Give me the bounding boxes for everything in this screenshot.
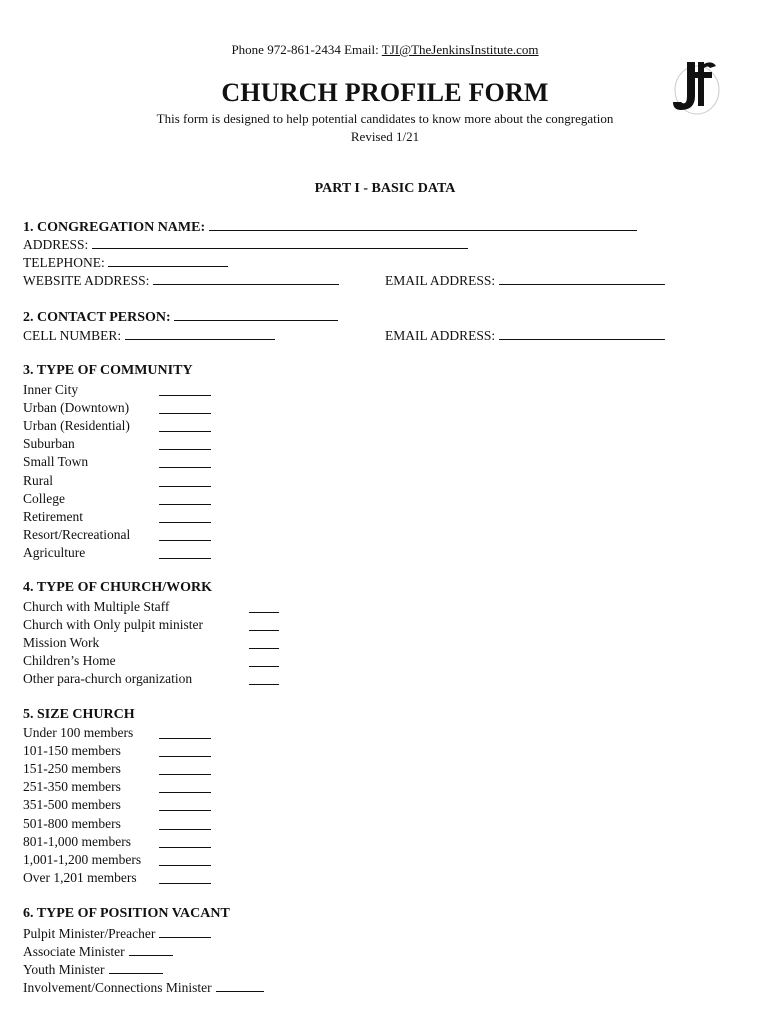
community-type-item-field[interactable] [159,474,211,487]
church-work-type-item-field[interactable] [249,636,279,649]
church-size-item [23,852,141,868]
position-vacant-item-field[interactable] [129,943,173,956]
position-vacant-item-label: Involvement/Connections Minister [23,980,212,996]
church-size-item-label: 801-1,000 members [23,833,131,849]
contact-email-link[interactable]: TJI@TheJenkinsInstitute.com [381,42,539,57]
contact-email-row [385,327,665,344]
community-type-item [23,527,130,543]
community-type-item-field[interactable] [159,383,211,396]
church-work-type-item-field[interactable] [249,654,279,667]
position-vacant-item-label: Youth Minister [23,962,105,978]
community-type-item [23,509,83,525]
contact-person-label: 2. CONTACT PERSON: [23,310,171,325]
church-size-item-field[interactable] [159,744,211,757]
contact-email-label: EMAIL ADDRESS: [385,328,496,343]
church-work-type-item-label: Church with Multiple Staff [23,599,170,614]
church-size-item [23,797,121,813]
church-size-item [23,761,121,777]
community-type-item [23,418,130,434]
community-type-item-field[interactable] [159,492,211,505]
contact-email-field[interactable] [499,327,665,340]
community-type-item-label: Agriculture [23,544,86,560]
contact-person-field[interactable] [174,308,338,321]
community-type-item-label: Inner City [23,382,79,397]
community-type-item [23,382,78,398]
church-work-type-item-field[interactable] [249,600,279,613]
position-vacant-heading: 6. TYPE OF POSITION VACANT [23,906,230,921]
community-type-item-label: Resort/Recreational [23,526,131,542]
website-label: WEBSITE ADDRESS: [23,273,150,288]
church-email-label: EMAIL ADDRESS: [385,273,496,288]
address-field[interactable] [92,236,468,249]
community-type-item-label: Urban (Residential) [23,418,130,434]
part-heading: PART I - BASIC DATA [314,181,456,196]
community-type-item [23,473,53,489]
church-size-heading: 5. SIZE CHURCH [23,707,135,722]
community-type-item-field[interactable] [159,546,211,559]
church-size-item-field[interactable] [159,798,211,811]
website-row [23,272,339,289]
contact-phone-text: Phone 972-861-2434 Email: [231,42,382,57]
community-type-item-label: College [23,490,65,506]
congregation-name-field[interactable] [209,218,637,231]
community-type-item-field[interactable] [159,401,211,414]
community-type-item-field[interactable] [159,528,211,541]
church-size-item-field[interactable] [159,726,211,739]
church-size-item-field[interactable] [159,853,211,866]
contact-line [0,42,770,58]
community-type-item [23,491,65,507]
community-type-item-label: Suburban [23,436,75,452]
church-work-type-item-field[interactable] [249,672,279,685]
cell-number-field[interactable] [125,327,275,340]
church-size-item-label: 501-800 members [23,815,121,831]
church-work-type-item [23,671,192,687]
church-work-type-item-label: Church with Only pulpit minister [23,617,203,633]
position-vacant-item-label: Associate Minister [23,944,125,960]
community-type-item-label: Small Town [23,454,89,470]
contact-person-row [23,308,338,326]
telephone-row [23,254,228,271]
revision-note: Revised 1/21 [350,129,420,144]
community-type-heading: 3. TYPE OF COMMUNITY [23,363,193,378]
church-size-item-label: Over 1,201 members [23,869,137,885]
church-size-item [23,779,121,795]
community-type-item-field[interactable] [159,419,211,432]
community-type-item [23,454,88,470]
church-size-item [23,725,133,741]
community-type-item [23,400,129,416]
position-vacant-item-field[interactable] [159,925,211,938]
church-size-item-field[interactable] [159,762,211,775]
congregation-name-row [23,218,637,236]
community-type-item-field[interactable] [159,437,211,450]
church-work-type-item-label: Other para-church organization [23,671,193,687]
church-email-field[interactable] [499,272,665,285]
church-size-item-label: 101-150 members [23,743,121,759]
community-type-item-field[interactable] [159,510,211,523]
community-type-item [23,545,85,561]
church-work-type-item [23,599,169,615]
church-size-item-field[interactable] [159,871,211,884]
community-type-item-label: Rural [23,472,53,488]
church-work-type-heading: 4. TYPE OF CHURCH/WORK [23,580,213,595]
church-size-item [23,816,121,832]
church-size-item-label: 351-500 members [23,797,121,813]
position-vacant-item [23,979,264,996]
form-description: This form is designed to help potential candidates to know more about the congregation [156,111,614,126]
cell-number-label: CELL NUMBER: [23,328,122,343]
community-type-item-label: Urban (Downtown) [23,400,130,416]
community-type-item-label: Retirement [23,508,83,524]
telephone-field[interactable] [108,254,228,267]
church-size-item-label: 151-250 members [23,761,121,777]
position-vacant-item [23,925,211,942]
church-work-type-item-field[interactable] [249,618,279,631]
community-type-item-field[interactable] [159,455,211,468]
position-vacant-item-field[interactable] [216,979,264,992]
church-work-type-item-label: Mission Work [23,635,100,651]
community-type-item [23,436,75,452]
position-vacant-item [23,961,163,978]
church-size-item [23,743,121,759]
church-work-type-item [23,653,116,669]
page-title: CHURCH PROFILE FORM [221,78,549,107]
church-size-item-field[interactable] [159,780,211,793]
church-size-item-label: Under 100 members [23,725,134,740]
telephone-label: TELEPHONE: [23,255,105,270]
address-label: ADDRESS: [23,237,89,252]
congregation-name-label: 1. CONGREGATION NAME: [23,220,206,235]
church-size-item-label: 251-350 members [23,779,121,795]
church-work-type-item [23,635,99,651]
church-size-item-field[interactable] [159,817,211,830]
position-vacant-item [23,943,173,960]
church-size-item-label: 1,001-1,200 members [23,851,142,867]
church-work-type-item [23,617,203,633]
website-field[interactable] [153,272,339,285]
church-work-type-item-label: Children’s Home [23,653,116,669]
church-email-row [385,272,665,289]
position-vacant-item-label: Pulpit Minister/Preacher [23,926,156,941]
position-vacant-item-field[interactable] [109,961,163,974]
address-row [23,236,468,253]
church-size-item [23,834,131,850]
cell-number-row [23,327,275,344]
church-size-item-field[interactable] [159,835,211,848]
church-size-item [23,870,137,886]
